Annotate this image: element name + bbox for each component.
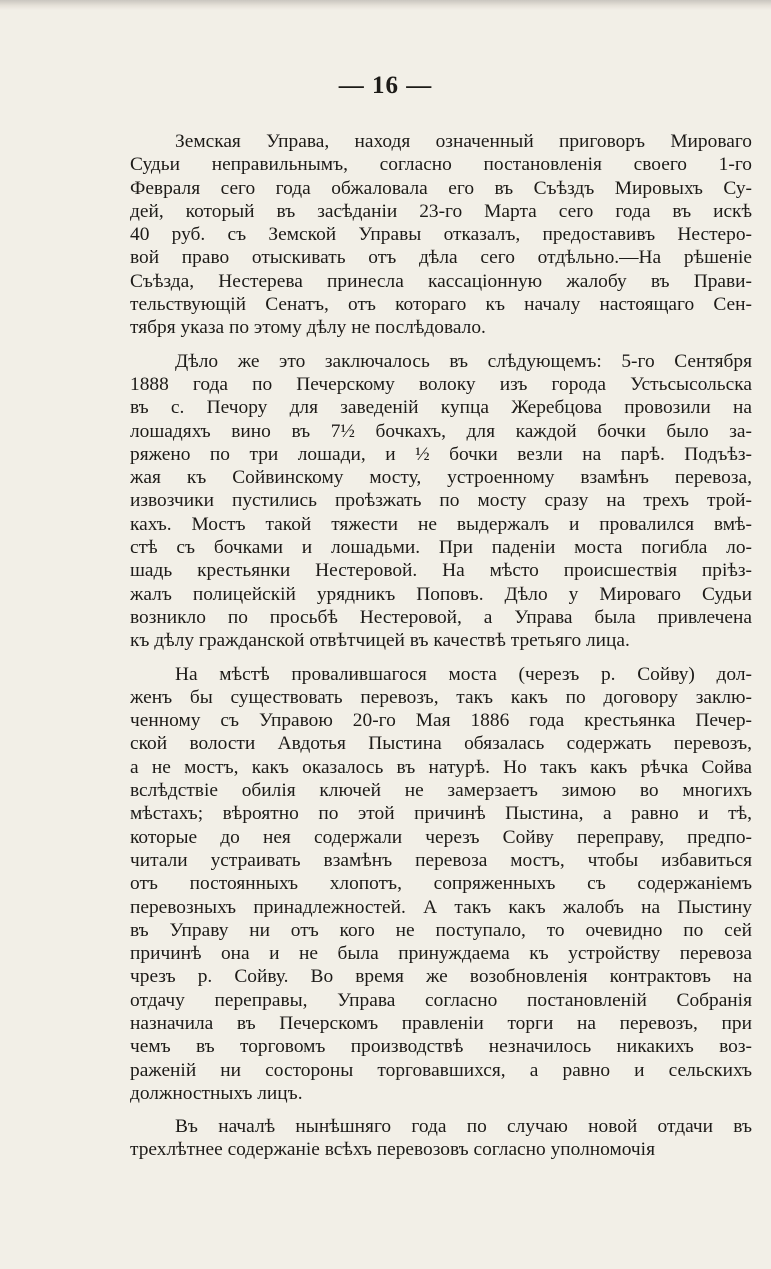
text-line: тельствующій Сенатъ, отъ котораго къ началу настоящаго Сен- xyxy=(130,294,752,316)
text-line: причинѣ она и не была принуждаема къ устройству перевоза xyxy=(130,943,752,965)
text-line: возникло по просьбѣ Нестеровой, а Управа была привлечена xyxy=(130,606,752,628)
paragraph-gap xyxy=(130,340,752,350)
text-line: Въ началѣ нынѣшняго года по случаю новой отдачи въ xyxy=(175,1116,752,1138)
paragraph-gap xyxy=(130,1105,752,1115)
text-line: перевозныхъ принадлежностей. А такъ какъ жалобъ на Пыстину xyxy=(130,896,752,918)
paragraph xyxy=(130,1115,752,1162)
text-line: извозчики пустились проѣзжать по мосту сразу на трехъ трой- xyxy=(130,490,752,512)
text-line: вслѣдствіе обилія ключей не замерзаетъ зимою во многихъ xyxy=(130,780,752,802)
text-line: Судьи неправильнымъ, согласно постановленія своего 1-го xyxy=(130,154,752,176)
text-line: ченному съ Управою 20-го Мая 1886 года крестьянка Печер- xyxy=(130,710,752,732)
text-line: должностныхъ лицъ. xyxy=(130,1082,303,1104)
text-line: шадь крестьянки Нестеровой. На мѣсто происшествія пріѣз- xyxy=(130,560,752,582)
text-line: вой право отыскивать отъ дѣла сего отдѣльно.—На рѣшеніе xyxy=(130,247,752,269)
text-line: Дѣло же это заключалось въ слѣдующемъ: 5-го Сентября xyxy=(175,350,752,372)
text-line: чемъ въ торговомъ производствѣ незначилось никакихъ воз- xyxy=(130,1036,752,1058)
text-line: чрезъ р. Сойву. Во время же возобновленія контрактовъ на xyxy=(130,966,752,988)
text-line: читали устраивать взамѣнъ перевоза мостъ, чтобы избавиться xyxy=(130,849,752,871)
text-line: назначила въ Печерскомъ правленіи торги на перевозъ, при xyxy=(130,1012,752,1034)
text-line: раженій ни состороны торговавшихся, а равно и сельскихъ xyxy=(130,1059,752,1081)
paragraph xyxy=(130,350,752,653)
text-line: 1888 года по Печерскому волоку изъ города Устьсысольска xyxy=(130,373,752,395)
text-line: дей, который въ засѣданіи 23-го Марта сего года въ искѣ xyxy=(130,200,752,222)
text-line: къ дѣлу гражданской отвѣтчицей въ качествѣ третьяго лица. xyxy=(130,630,630,652)
text-line: Земская Управа, находя означенный приговоръ Мироваго xyxy=(175,131,752,152)
text-line: трехлѣтнее содержаніе всѣхъ перевозовъ согласно уполномочія xyxy=(130,1139,655,1161)
text-line: ской волости Авдотья Пыстина обязалась содержать перевозъ, xyxy=(130,733,752,755)
text-line: въ Управу ни отъ кого не поступало, то очевидно по сей xyxy=(130,919,752,941)
body-text xyxy=(130,130,752,1162)
paragraph xyxy=(130,130,752,340)
text-line: женъ бы существовать перевозъ, такъ какъ по договору заклю- xyxy=(130,686,752,708)
text-line: которые до нея содержали черезъ Сойву переправу, предпо- xyxy=(130,826,752,848)
text-line: Февраля сего года обжаловала его въ Съѣздъ Мировыхъ Су- xyxy=(130,177,752,199)
text-line: ряжено по три лошади, и ½ бочки везли на парѣ. Подъѣз- xyxy=(130,443,752,465)
text-line: жая къ Сойвинскому мосту, устроенному взамѣнъ перевоза, xyxy=(130,467,752,489)
text-line: кахъ. Мостъ такой тяжести не выдержалъ и провалился вмѣ- xyxy=(130,513,752,535)
text-line: отдачу переправы, Управа согласно постановленій Собранія xyxy=(130,989,752,1011)
text-line: отъ постоянныхъ хлопотъ, сопряженныхъ съ содержаніемъ xyxy=(130,873,752,895)
page-number: — 16 — xyxy=(338,72,433,99)
text-line: Съѣзда, Нестерева принесла кассаціонную жалобу въ Прави- xyxy=(130,270,752,292)
text-line: въ с. Печору для заведеній купца Жеребцова провозили на xyxy=(130,397,752,419)
text-line: На мѣстѣ провалившагося моста (черезъ р. Сойву) дол- xyxy=(175,663,752,685)
text-line: 40 руб. съ Земской Управы отказалъ, предоставивъ Нестеро- xyxy=(130,224,752,246)
text-line: стѣ съ бочками и лошадьми. При паденіи моста погибла ло- xyxy=(130,537,752,559)
text-line: жалъ полицейскій урядникъ Поповъ. Дѣло у Мироваго Судьи xyxy=(130,583,752,605)
page-top-edge xyxy=(0,0,771,10)
text-line: лошадяхъ вино въ 7½ бочкахъ, для каждой бочки было за- xyxy=(130,420,752,442)
text-line: тября указа по этому дѣлу не послѣдовало. xyxy=(130,317,486,339)
text-line: а не мостъ, какъ оказалось въ натурѣ. Но такъ какъ рѣчка Сойва xyxy=(130,756,752,778)
text-line: мѣстахъ; вѣроятно по этой причинѣ Пыстина, а равно и тѣ, xyxy=(130,803,752,825)
paragraph-gap xyxy=(130,653,752,663)
paragraph xyxy=(130,663,752,1106)
